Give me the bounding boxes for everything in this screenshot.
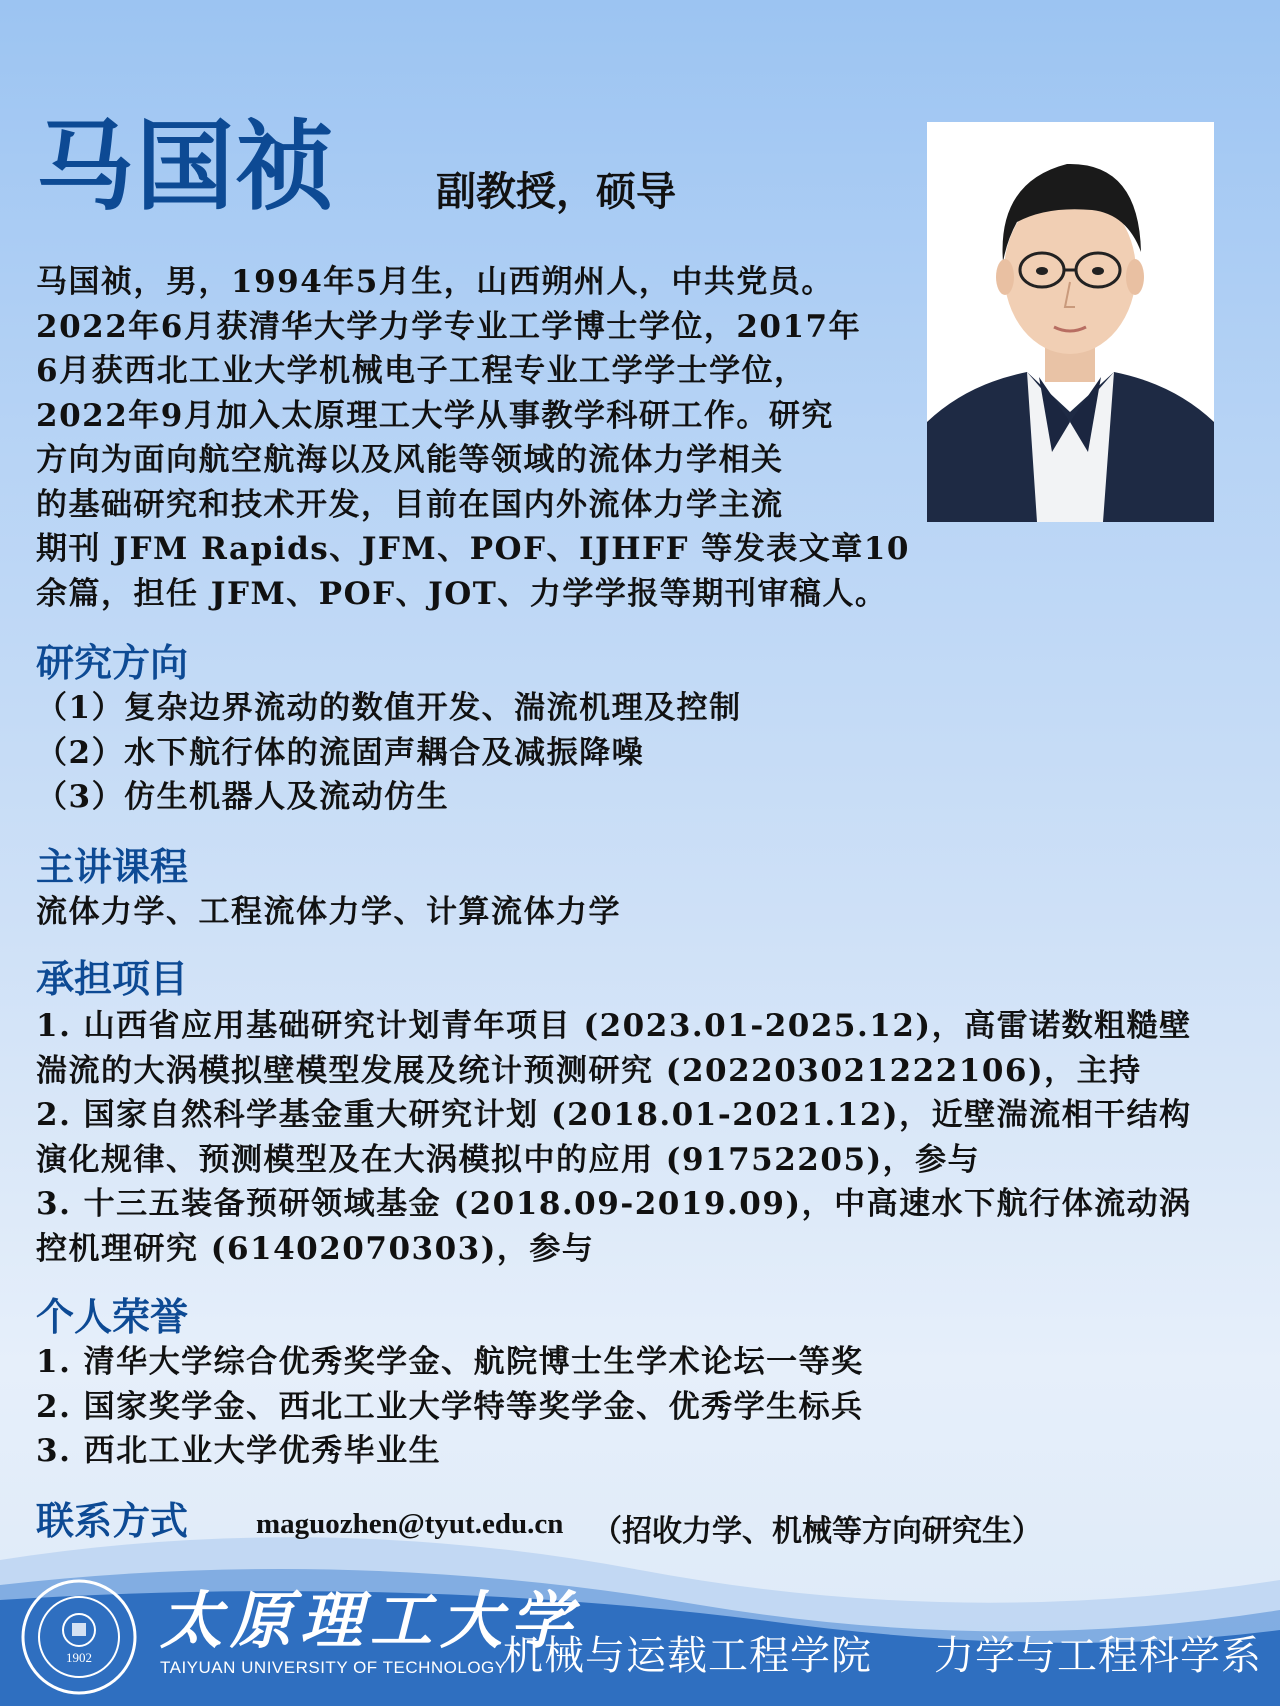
projects-list	[36, 1004, 1246, 1271]
courses-text	[36, 890, 1246, 935]
honor-item: 3. 西北工业大学优秀毕业生	[36, 1433, 442, 1469]
project-line: 控机理研究 (61402070303)，参与	[36, 1230, 595, 1267]
intro-line: 余篇，担任 JFM、POF、JOT、力学学报等期刊审稿人。	[36, 575, 888, 612]
department-name: 力学与工程科学系	[934, 1633, 1262, 1679]
honors-heading: 个人荣誉	[36, 1295, 189, 1339]
intro-line: 2022年9月加入太原理工大学从事教学科研工作。研究	[36, 397, 834, 434]
intro-paragraph	[36, 260, 976, 616]
honor-item: 1. 清华大学综合优秀奖学金、航院博士生学术论坛一等奖	[36, 1344, 864, 1380]
person-title: 副教授，硕导	[436, 169, 676, 215]
project-line: 2. 国家自然科学基金重大研究计划 (2018.01-2021.12)，近壁湍流相干结构	[36, 1097, 1192, 1133]
school-name-cn: 太原理工大学	[160, 1584, 581, 1657]
intro-line: 马国祯，男，1994年5月生，山西朔州人，中共党员。	[36, 264, 834, 300]
intro-line: 2022年6月获清华大学力学专业工学博士学位，2017年	[36, 308, 862, 345]
person-name: 马国祯	[36, 110, 337, 224]
research-item: （3）仿生机器人及流动仿生	[36, 779, 450, 815]
intro-line: 期刊 JFM Rapids、JFM、POF、IJHFF 等发表文章10	[36, 531, 910, 567]
project-line: 3. 十三五装备预研领域基金 (2018.09-2019.09)，中高速水下航行体流动涡	[36, 1186, 1192, 1222]
school-name-en: TAIYUAN UNIVERSITY OF TECHNOLOGY	[160, 1658, 507, 1677]
project-line: 1. 山西省应用基础研究计划青年项目 (2023.01-2025.12)，高雷诺数粗糙壁	[36, 1008, 1192, 1044]
contact-email-link[interactable]: maguozhen@tyut.edu.cn	[256, 1508, 564, 1540]
intro-line: 6月获西北工业大学机械电子工程专业工学学士学位，	[36, 353, 807, 389]
research-list	[36, 686, 1246, 820]
project-line: 演化规律、预测模型及在大涡模拟中的应用 (91752205)，参与	[36, 1141, 981, 1178]
research-item: （2）水下航行体的流固声耦合及减振降噪	[36, 734, 645, 771]
contact-heading: 联系方式	[36, 1499, 189, 1543]
research-item: （1）复杂边界流动的数值开发、湍流机理及控制	[36, 690, 742, 726]
project-line: 湍流的大涡模拟壁模型发展及统计预测研究 (202203021222106)，主持	[36, 1052, 1142, 1089]
intro-line: 方向为面向航空航海以及风能等领域的流体力学相关	[36, 442, 784, 478]
seal-year: 1902	[66, 1650, 92, 1665]
projects-heading: 承担项目	[36, 957, 189, 1001]
courses-line: 流体力学、工程流体力学、计算流体力学	[36, 894, 621, 930]
courses-heading: 主讲课程	[36, 845, 189, 889]
intro-line: 的基础研究和技术开发，目前在国内外流体力学主流	[36, 486, 784, 523]
research-heading: 研究方向	[36, 641, 189, 685]
honors-list	[36, 1340, 1246, 1474]
contact-note: （招收力学、机械等方向研究生）	[592, 1514, 1042, 1549]
university-seal-icon	[20, 1578, 138, 1696]
honor-item: 2. 国家奖学金、西北工业大学特等奖学金、优秀学生标兵	[36, 1388, 864, 1425]
college-name: 机械与运载工程学院	[503, 1633, 872, 1679]
